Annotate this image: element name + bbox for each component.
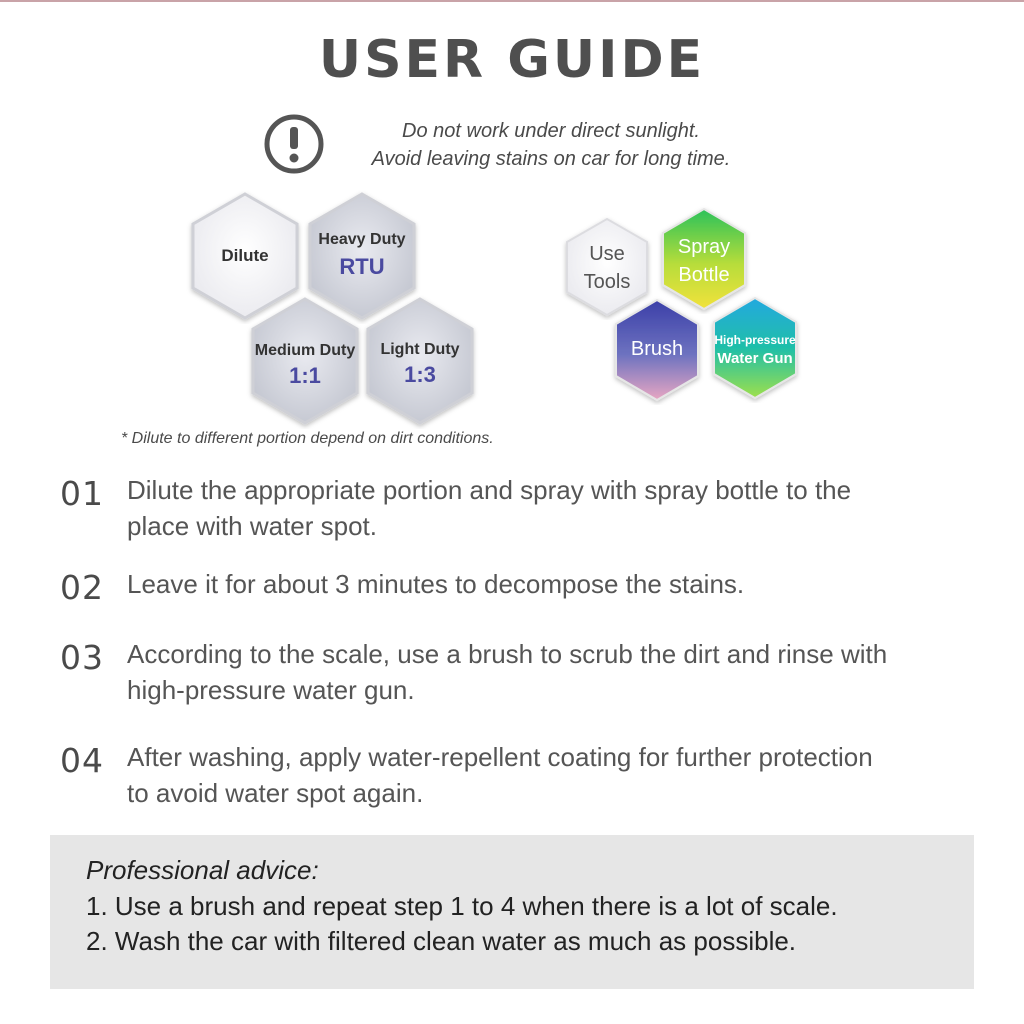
light-duty-label: Light Duty: [380, 341, 460, 358]
step-text: [127, 636, 987, 708]
footnote: * Dilute to different portion depend on dirt conditions.: [121, 430, 494, 447]
step-number: 01: [60, 474, 104, 513]
use-tools-line-2: Tools: [583, 271, 631, 293]
step-line-1: According to the scale, use a brush to scrub the dirt and rinse with: [127, 639, 888, 669]
spray-bottle-line-2: Bottle: [678, 264, 730, 286]
step-number: 02: [60, 568, 104, 607]
exclamation-circle-icon: [263, 113, 325, 175]
light-duty-ratio: 1:3: [404, 362, 436, 387]
use-tools-label: [560, 240, 654, 296]
advice-item-2: 2. Wash the car with filtered clean water as much as possible.: [86, 926, 797, 956]
top-divider: [0, 0, 1024, 2]
medium-duty-ratio: 1:1: [289, 363, 321, 388]
heavy-duty-label: Heavy Duty: [318, 231, 406, 248]
step-text: [127, 739, 987, 811]
step-line-1: Dilute the appropriate portion and spray with spray bottle to the: [127, 475, 852, 505]
step-line-2: to avoid water spot again.: [127, 778, 424, 808]
dilute-label: Dilute: [221, 246, 269, 265]
heavy-duty-ratio: RTU: [339, 254, 385, 279]
medium-duty-label: Medium Duty: [254, 342, 356, 359]
medium-duty-hexagon: [245, 293, 365, 429]
spray-bottle-label: [656, 233, 752, 289]
step-line-2: high-pressure water gun.: [127, 675, 415, 705]
page-title: USER GUIDE: [318, 30, 706, 90]
warning-line-2: Avoid leaving stains on car for long time.: [371, 148, 731, 170]
step-text: [127, 472, 987, 544]
water-gun-line-2: Water Gun: [717, 350, 793, 367]
spray-bottle-line-1: Spray: [677, 236, 731, 258]
brush-label: Brush: [630, 338, 684, 360]
step-line-2: place with water spot.: [127, 511, 378, 541]
advice-item-1: 1. Use a brush and repeat step 1 to 4 when there is a lot of scale.: [86, 891, 838, 921]
step-number: 04: [60, 741, 104, 780]
professional-advice-box: [50, 835, 974, 989]
water-gun-label: [703, 331, 807, 369]
step-text: [127, 566, 987, 602]
advice-title: Professional advice:: [86, 855, 319, 885]
step-number: 03: [60, 638, 104, 677]
water-gun-line-1: High-pressure: [714, 333, 796, 347]
step-line-1: Leave it for about 3 minutes to decompose the stains.: [127, 569, 745, 599]
use-tools-line-1: Use: [589, 243, 625, 265]
step-line-1: After washing, apply water-repellent coating for further protection: [127, 742, 873, 772]
warning-text: [336, 117, 766, 173]
warning-line-1: Do not work under direct sunlight.: [402, 120, 700, 142]
light-duty-hexagon: [360, 293, 480, 429]
